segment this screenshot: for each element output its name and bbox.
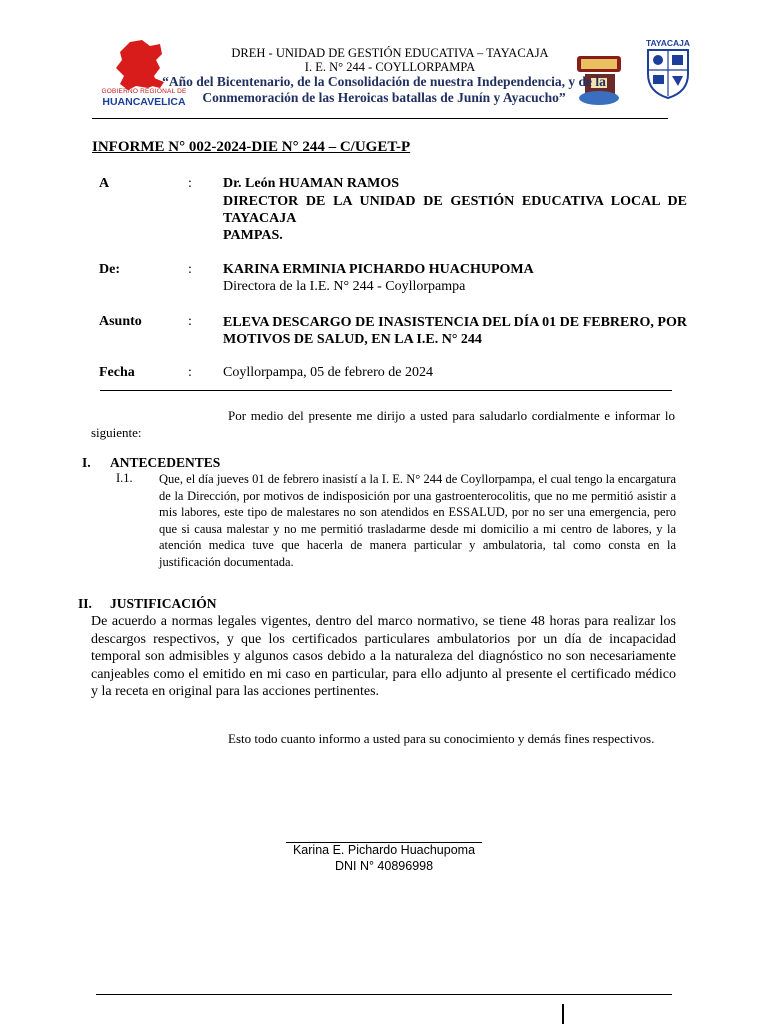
subject-text: ELEVA DESCARGO DE INASISTENCIA DEL DÍA 01 DE FEBRERO, POR MOTIVOS DE SALUD, EN LA I.E. N° 244 bbox=[223, 315, 687, 347]
to-name: Dr. León HUAMAN RAMOS bbox=[223, 176, 400, 191]
from-colon: : bbox=[188, 262, 192, 277]
signature-dni: DNI N° 40896998 bbox=[334, 859, 434, 873]
logo-left-caption-top: GOBIERNO REGIONAL DE bbox=[101, 88, 187, 95]
header-year-motto-line2: Conmemoración de las Heroicas batallas de Junín y Ayacucho” bbox=[202, 90, 566, 105]
to-label: A bbox=[99, 176, 110, 191]
footer-divider bbox=[96, 994, 672, 995]
section1-title: ANTECEDENTES bbox=[110, 455, 221, 470]
header-school-line: I. E. N° 244 - COYLLORPAMPA bbox=[304, 60, 476, 74]
date-text: Coyllorpampa, 05 de febrero de 2024 bbox=[223, 365, 433, 380]
item1-text: Que, el día jueves 01 de febrero inasistí a la I. E. N° 244 de Coyllorpampa, el cual tengo la encargatura de la Dirección, por motivos de indisposición por una gastroenterocolitis, que no me permitió asistir a mis labores, este tipo de malestares no son atendidos en ESSALUD, por no ser una emergencia, pero que si causa malestar y no me permitió trasladarme desde mi domicilio a mi centro de labores, y la atención medica tuve que hacerla de manera particular y ambulatoria, tal como consta en la justificación documentada. bbox=[159, 472, 676, 569]
date-colon: : bbox=[188, 365, 192, 380]
logo-right-text: TAYACAJA bbox=[645, 38, 691, 48]
signature-name: Karina E. Pichardo Huachupoma bbox=[292, 843, 476, 857]
intro-paragraph: Por medio del presente me dirijo a usted para saludarlo cordialmente e informar lo siguiente: bbox=[91, 408, 675, 440]
subject-label: Asunto bbox=[99, 314, 142, 329]
report-title: INFORME N° 002-2024-DIE N° 244 – C/UGET-P bbox=[92, 139, 411, 155]
tayacaja-shield-logo bbox=[642, 38, 694, 100]
logo-left-caption-bottom: HUANCAVELICA bbox=[102, 96, 186, 108]
to-position: DIRECTOR DE LA UNIDAD DE GESTIÓN EDUCATIVA LOCAL DE TAYACAJA bbox=[223, 194, 687, 226]
section1-number: I. bbox=[82, 455, 91, 470]
closing-paragraph: Esto todo cuanto informo a usted para su conocimiento y demás fines respectivos. bbox=[228, 731, 655, 746]
section2-title: JUSTIFICACIÓN bbox=[110, 596, 217, 611]
page-edge-mark bbox=[562, 1004, 564, 1024]
section2-text: De acuerdo a normas legales vigentes, dentro del marco normativo, se tiene 48 horas para realizar los descargos respectivos, y que los certificados particulares ambulatorios por un día de incapacidad temporal son admisibles y algunos casos debido a la naturaleza del diagnóstico no son necesariamente canjeables como el emitido en mi caso en particular, para ello adjunto al presente el certificado médico y la receta en original para las acciones pertinentes. bbox=[91, 614, 676, 699]
from-label: De: bbox=[99, 262, 120, 277]
subject-colon: : bbox=[188, 314, 192, 329]
date-label: Fecha bbox=[99, 365, 135, 380]
to-place: PAMPAS. bbox=[223, 228, 283, 243]
header-institution-line: DREH - UNIDAD DE GESTIÓN EDUCATIVA – TAYACAJA bbox=[231, 46, 549, 60]
addressee-divider bbox=[100, 390, 672, 391]
header-year-motto-line1: “Año del Bicentenario, de la Consolidación de nuestra Independencia, y de la bbox=[162, 74, 606, 89]
item1-number: I.1. bbox=[116, 471, 133, 485]
from-position: Directora de la I.E. N° 244 - Coyllorpampa bbox=[223, 279, 466, 294]
to-colon: : bbox=[188, 176, 192, 191]
header-divider bbox=[92, 118, 668, 119]
from-name: KARINA ERMINIA PICHARDO HUACHUPOMA bbox=[223, 262, 534, 277]
section2-number: II. bbox=[78, 596, 92, 611]
